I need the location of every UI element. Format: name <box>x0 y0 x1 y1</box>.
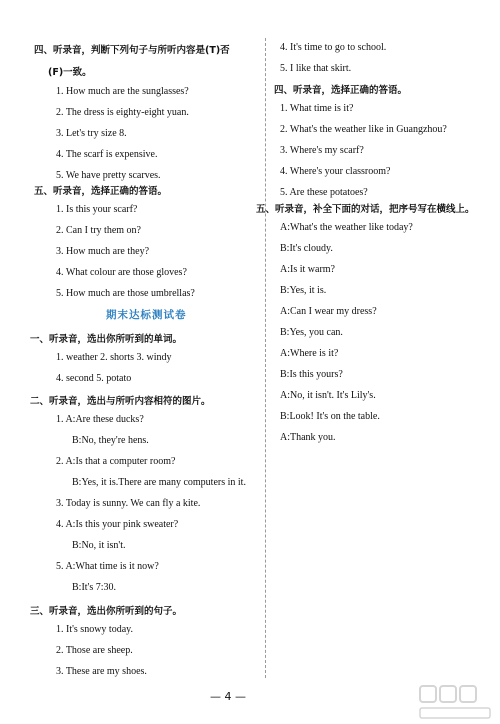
test-section-4-heading: 四、听录音，选择正确的答语。 <box>274 85 408 96</box>
list-item: 5. I like that skirt. <box>280 63 352 74</box>
test-section-3-heading: 三、听录音，选出你所听到的句子。 <box>30 606 183 617</box>
dialogue-line: 3. Today is sunny. We can fly a kite. <box>56 498 201 509</box>
dialogue-line: B:It's 7:30. <box>72 582 117 593</box>
dialogue-line: A:Is it warm? <box>280 264 335 275</box>
page-number: — 4 — <box>210 690 246 703</box>
dialogue-line: B:Is this yours? <box>280 369 343 380</box>
list-item: 4. Where's your classroom? <box>280 166 391 177</box>
dialogue-line: 1. A:Are these ducks? <box>56 414 144 425</box>
dialogue-line: B:No, it isn't. <box>72 540 126 551</box>
list-item: 2. Those are sheep. <box>56 645 133 656</box>
dialogue-line: A:No, it isn't. It's Lily's. <box>280 390 376 401</box>
list-item: 4. What colour are those gloves? <box>56 267 187 278</box>
column-divider <box>265 38 266 678</box>
list-item: 4. It's time to go to school. <box>280 42 387 53</box>
list-item: 3. Let's try size 8. <box>56 128 127 139</box>
list-item: 1. Is this your scarf? <box>56 204 138 215</box>
dialogue-line: A:Thank you. <box>280 432 336 443</box>
dialogue-line: 5. A:What time is it now? <box>56 561 159 572</box>
dialogue-line: B:No, they're hens. <box>72 435 149 446</box>
list-item: 3. These are my shoes. <box>56 666 147 677</box>
list-item: 5. How much are those umbrellas? <box>56 288 195 299</box>
dialogue-line: 2. A:Is that a computer room? <box>56 456 176 467</box>
section-5-heading: 五、听录音，选择正确的答语。 <box>34 186 168 197</box>
test-section-2-heading: 二、听录音，选出与所听内容相符的图片。 <box>30 396 211 407</box>
section-4-heading: 四、听录音，判断下列句子与所听内容是(T)否 <box>34 45 230 56</box>
list-item: 2. Can I try them on? <box>56 225 141 236</box>
list-item: 3. How much are they? <box>56 246 150 257</box>
dialogue-line: B:Yes, it is. <box>280 285 327 296</box>
dialogue-line: B:Yes, you can. <box>280 327 343 338</box>
word-options-row: 1. weather 2. shorts 3. windy <box>56 352 172 363</box>
dialogue-line: 4. A:Is this your pink sweater? <box>56 519 179 530</box>
section-4-heading-cont: (F)一致。 <box>48 67 92 78</box>
list-item: 5. Are these potatoes? <box>280 187 368 198</box>
list-item: 1. What time is it? <box>280 103 354 114</box>
test-section-1-heading: 一、听录音，选出你所听到的单词。 <box>30 334 183 345</box>
test-section-5-heading: 五、听录音，补全下面的对话，把序号写在横线上。 <box>256 204 475 215</box>
list-item: 5. We have pretty scarves. <box>56 170 161 181</box>
dialogue-line: B:It's cloudy. <box>280 243 333 254</box>
dialogue-line: A:Can I wear my dress? <box>280 306 377 317</box>
test-title: 期末达标测试卷 <box>106 309 187 321</box>
dialogue-line: B:Yes, it is.There are many computers in it. <box>72 477 246 488</box>
list-item: 2. What's the weather like in Guangzhou? <box>280 124 447 135</box>
word-options-row: 4. second 5. potato <box>56 373 132 384</box>
list-item: 1. How much are the sunglasses? <box>56 86 189 97</box>
list-item: 1. It's snowy today. <box>56 624 133 635</box>
watermark-logo <box>418 682 496 722</box>
dialogue-line: B:Look! It's on the table. <box>280 411 380 422</box>
list-item: 4. The scarf is expensive. <box>56 149 158 160</box>
dialogue-line: A:What's the weather like today? <box>280 222 413 233</box>
dialogue-line: A:Where is it? <box>280 348 339 359</box>
list-item: 2. The dress is eighty-eight yuan. <box>56 107 189 118</box>
list-item: 3. Where's my scarf? <box>280 145 364 156</box>
